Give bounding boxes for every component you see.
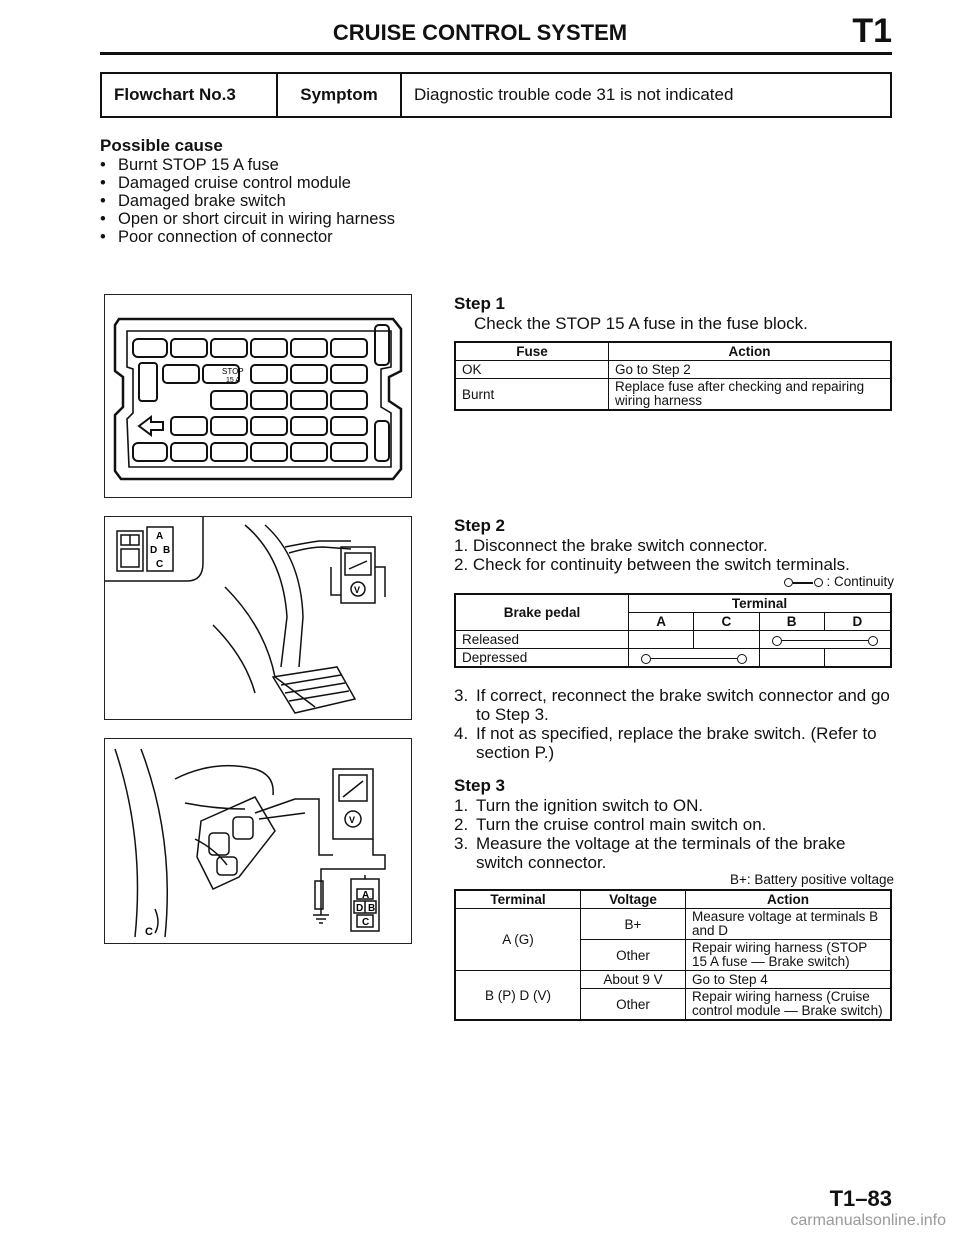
step2-section	[454, 516, 894, 762]
list-item: 1. Turn the ignition switch to ON.	[454, 796, 704, 815]
fuse-label-stop: STOP	[222, 367, 244, 376]
table-row	[455, 971, 891, 989]
page-title: CRUISE CONTROL SYSTEM	[332, 20, 628, 45]
fuse-block-figure	[104, 294, 412, 498]
voltmeter-symbol: V	[354, 585, 361, 595]
table-header: Action	[686, 890, 892, 909]
table-header: Terminal	[629, 594, 892, 613]
list-item: • Damaged cruise control module	[100, 174, 395, 192]
flowchart-table	[100, 72, 892, 118]
table-header: Terminal	[455, 890, 581, 909]
continuity-mark-a-c	[629, 649, 760, 668]
brake-switch-continuity-figure	[104, 516, 412, 720]
flowchart-label: Flowchart No.3	[101, 73, 277, 117]
connector-letter-c: C	[362, 917, 370, 928]
list-item: 3. If correct, reconnect the brake switch connector and go to Step 3.	[454, 686, 890, 724]
step3-table	[454, 889, 892, 1021]
brake-switch-diagram	[105, 517, 411, 719]
table-cell: Go to Step 2	[609, 361, 892, 379]
terminal-header: B	[759, 613, 824, 631]
table-cell: Burnt	[455, 379, 609, 411]
connector-letter-c: C	[156, 559, 164, 570]
step2-item: 2. Check for continuity between the switch terminals.	[454, 555, 850, 574]
continuity-legend	[454, 574, 894, 589]
continuity-legend-text: : Continuity	[826, 574, 894, 589]
list-item: 2. Turn the cruise control main switch on.	[454, 815, 767, 834]
table-row	[455, 631, 891, 649]
table-cell: Other	[581, 940, 686, 971]
table-header: Fuse	[455, 342, 609, 361]
list-item: • Burnt STOP 15 A fuse	[100, 156, 395, 174]
terminal-header: A	[629, 613, 694, 631]
svg-text:C: C	[145, 926, 153, 938]
terminal-header: D	[824, 613, 891, 631]
section-code: T1	[852, 12, 892, 50]
table-row	[455, 649, 891, 668]
list-item: 4. If not as specified, replace the brake switch. (Refer to section P.)	[454, 724, 877, 762]
step1-section	[454, 294, 894, 411]
table-cell: B (P) D (V)	[455, 971, 581, 1021]
continuity-mark-b-d	[759, 631, 891, 649]
fuse-block-diagram	[105, 295, 411, 497]
step2-item: 1. Disconnect the brake switch connector.	[454, 536, 768, 555]
table-row	[455, 379, 891, 411]
table-cell: Other	[581, 989, 686, 1021]
table-cell: B+	[581, 909, 686, 940]
terminal-header: C	[694, 613, 759, 631]
connector-letter-b: B	[368, 903, 376, 914]
connector-letter-b: B	[163, 545, 171, 556]
connector-letter-a: A	[362, 890, 370, 901]
list-item: • Damaged brake switch	[100, 192, 395, 210]
step2-after-list	[454, 686, 894, 762]
svg-text:V: V	[349, 815, 356, 825]
voltage-measurement-diagram	[105, 739, 411, 943]
step3-section	[454, 776, 894, 1021]
table-header: Brake pedal	[455, 594, 629, 631]
table-cell: About 9 V	[581, 971, 686, 989]
list-item: • Poor connection of connector	[100, 228, 395, 246]
possible-cause-title: Possible cause	[100, 136, 223, 155]
table-row	[455, 909, 891, 940]
step2-table	[454, 593, 892, 668]
voltage-measurement-figure	[104, 738, 412, 944]
step3-list	[454, 796, 894, 872]
table-cell: Replace fuse after checking and repairing wiring harness	[609, 379, 892, 411]
table-cell: Released	[455, 631, 629, 649]
battery-legend: B+: Battery positive voltage	[730, 872, 894, 887]
connector-letter-d: D	[356, 903, 364, 914]
table-cell: A (G)	[455, 909, 581, 971]
step3-title: Step 3	[454, 776, 506, 795]
page-number: T1–83	[829, 1186, 892, 1211]
step2-title: Step 2	[454, 516, 506, 535]
connector-letter-d: D	[150, 545, 158, 556]
list-item: 3. Measure the voltage at the terminals of the brake switch connector.	[454, 834, 846, 872]
step1-table	[454, 341, 892, 411]
symptom-label: Symptom	[277, 73, 401, 117]
symptom-text: Diagnostic trouble code 31 is not indicated	[401, 73, 891, 117]
step1-text: Check the STOP 15 A fuse in the fuse block.	[474, 314, 808, 333]
table-cell: Measure voltage at terminals B and D	[686, 909, 892, 940]
step1-title: Step 1	[454, 294, 506, 313]
table-header: Voltage	[581, 890, 686, 909]
watermark: carmanualsonline.info	[790, 1212, 946, 1229]
table-cell: Repair wiring harness (Cruise control module — Brake switch)	[686, 989, 892, 1021]
header-rule	[100, 52, 892, 55]
continuity-symbol-icon	[782, 576, 826, 588]
table-cell: Go to Step 4	[686, 971, 892, 989]
connector-letter-a: A	[156, 531, 164, 542]
table-cell: Repair wiring harness (STOP 15 A fuse — Brake switch)	[686, 940, 892, 971]
possible-cause-list	[100, 156, 395, 246]
list-item: • Open or short circuit in wiring harness	[100, 210, 395, 228]
fuse-label-amp: 15 A	[226, 377, 241, 384]
table-cell: OK	[455, 361, 609, 379]
table-row	[455, 361, 891, 379]
table-header: Action	[609, 342, 892, 361]
table-cell: Depressed	[455, 649, 629, 668]
